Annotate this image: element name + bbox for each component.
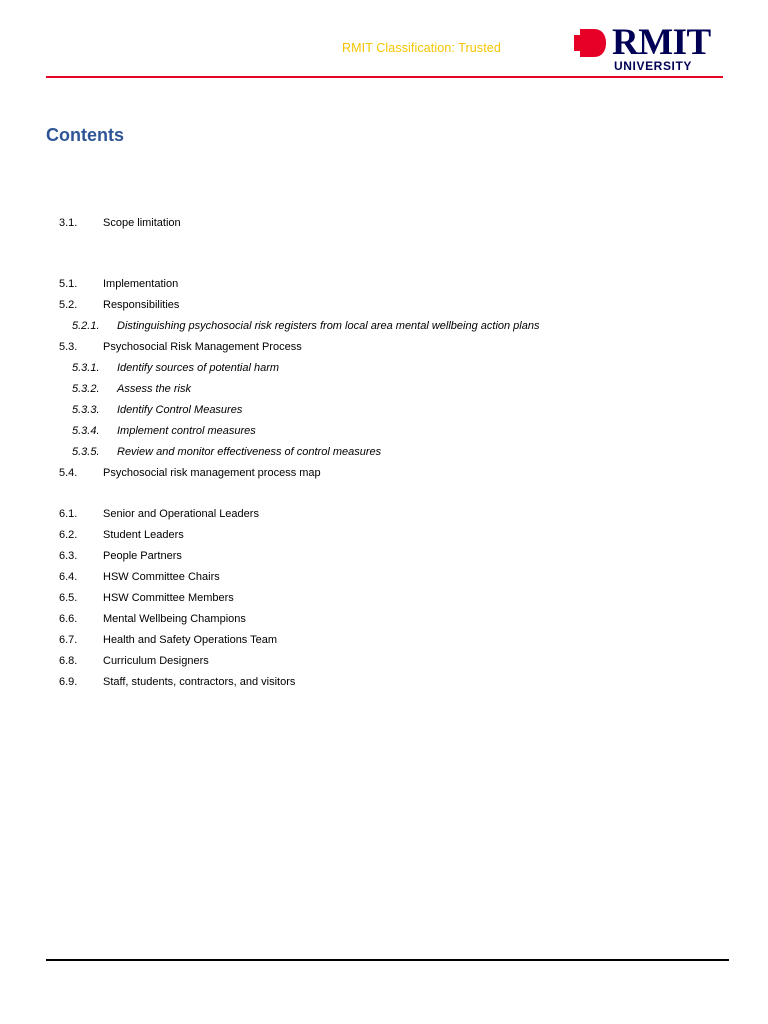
- toc-text: HSW Committee Members: [103, 592, 234, 604]
- toc-text: People Partners: [103, 550, 182, 562]
- toc-text: Senior and Operational Leaders: [103, 508, 259, 520]
- toc-number: 5.3.: [59, 341, 78, 353]
- toc-text: Student Leaders: [103, 529, 184, 541]
- toc-number: 6.3.: [59, 550, 78, 562]
- toc-number: 5.2.: [59, 299, 78, 311]
- toc-number: 6.7.: [59, 634, 78, 646]
- toc-number: 6.6.: [59, 613, 78, 625]
- toc-text: Review and monitor effectiveness of control measures: [117, 446, 382, 458]
- toc-number: 3.1.: [59, 217, 78, 229]
- toc-number: 5.1.: [59, 278, 78, 290]
- toc-text: Curriculum Designers: [103, 655, 209, 667]
- page-title: Contents: [46, 125, 124, 145]
- toc-text: Distinguishing psychosocial risk registers from local area mental wellbeing action plans: [117, 320, 540, 332]
- toc-number: 5.4.: [59, 467, 78, 479]
- toc-text: Responsibilities: [103, 299, 180, 311]
- rmit-logo: [572, 22, 722, 76]
- toc-text: Implement control measures: [117, 425, 256, 437]
- toc-text: Identify sources of potential harm: [117, 362, 280, 374]
- toc-number: 6.4.: [59, 571, 78, 583]
- toc-text: Health and Safety Operations Team: [103, 634, 278, 646]
- toc-number: 6.5.: [59, 592, 78, 604]
- toc-text: Scope limitation: [103, 217, 181, 229]
- logo-wordmark: RMIT: [612, 22, 711, 63]
- toc-text: Identify Control Measures: [117, 404, 243, 416]
- toc-number: 6.2.: [59, 529, 78, 541]
- logo-university: UNIVERSITY: [614, 59, 693, 73]
- toc-number: 5.3.4.: [72, 425, 100, 437]
- toc-number: 6.8.: [59, 655, 78, 667]
- toc-number: 5.3.1.: [72, 362, 100, 374]
- toc-text: Psychosocial Risk Management Process: [103, 341, 302, 353]
- toc-number: 5.3.2.: [72, 383, 100, 395]
- footer-rule: [46, 959, 729, 961]
- toc-text: HSW Committee Chairs: [103, 571, 220, 583]
- toc-text: Staff, students, contractors, and visitors: [103, 676, 296, 688]
- toc-number: 5.3.5.: [72, 446, 100, 458]
- header-rule: [46, 76, 723, 78]
- toc-number: 6.9.: [59, 676, 78, 688]
- classification-label: RMIT Classification: Trusted: [342, 41, 501, 55]
- toc-number: 5.3.3.: [72, 404, 100, 416]
- toc-text: Assess the risk: [117, 383, 191, 395]
- toc-text: Mental Wellbeing Champions: [103, 613, 246, 625]
- toc-number: 5.2.1.: [72, 320, 100, 332]
- toc-number: 6.1.: [59, 508, 78, 520]
- toc-text: Implementation: [103, 278, 179, 290]
- toc-text: Psychosocial risk management process map: [103, 467, 321, 479]
- rmit-pixel-icon: [572, 27, 608, 59]
